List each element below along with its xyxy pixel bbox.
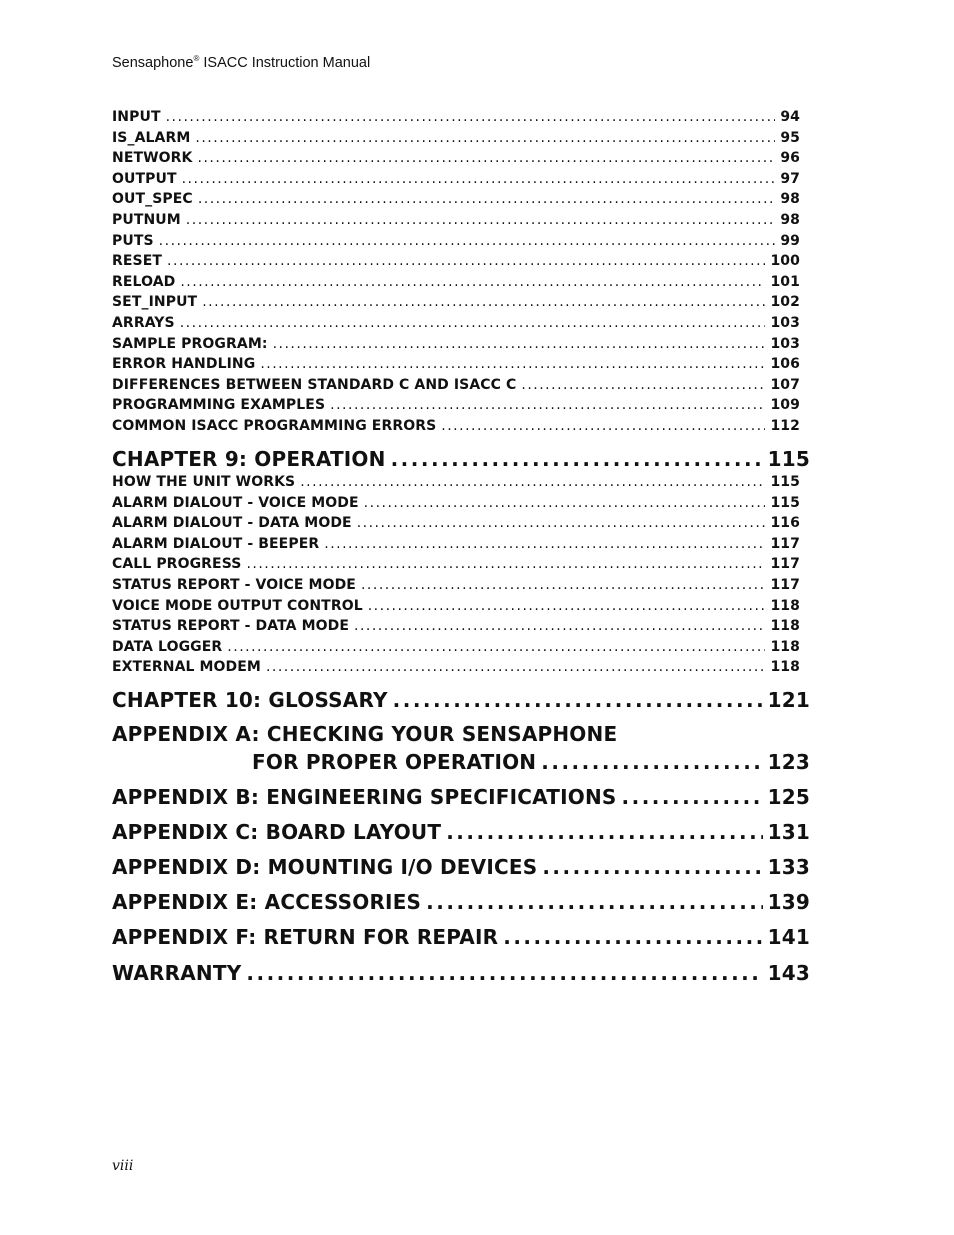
toc-entry-title: OUT_SPEC xyxy=(112,191,193,208)
toc-entry-title: ALARM DIALOUT - VOICE MODE xyxy=(112,494,359,511)
toc-entry-page: 98 xyxy=(780,191,800,208)
registered-mark: ® xyxy=(193,54,200,64)
toc-entry xyxy=(112,171,800,191)
toc-entry-title: APPENDIX C: BOARD LAYOUT xyxy=(112,820,442,845)
toc-entry-title: APPENDIX D: MOUNTING I/O DEVICES xyxy=(112,855,538,880)
dot-leader xyxy=(260,356,765,372)
toc-entry-page: 118 xyxy=(770,638,800,655)
dot-leader xyxy=(300,474,765,490)
toc-entry-title: EXTERNAL MODEM xyxy=(112,659,261,676)
dot-leader xyxy=(426,890,762,914)
dot-leader xyxy=(266,659,766,675)
dot-leader xyxy=(441,418,765,434)
toc-entry-title: PUTS xyxy=(112,232,154,249)
page-number: viii xyxy=(112,1158,134,1174)
toc-entry-page: 109 xyxy=(770,397,800,414)
toc-entry-title: STATUS REPORT - DATA MODE xyxy=(112,618,349,635)
toc-entry-title: VOICE MODE OUTPUT CONTROL xyxy=(112,597,363,614)
toc-entry xyxy=(112,356,800,376)
toc-entry-page: 118 xyxy=(770,659,800,676)
toc-entry-page: 141 xyxy=(767,925,810,950)
toc-chapter-9 xyxy=(112,447,810,475)
dot-leader xyxy=(521,377,765,393)
dot-leader xyxy=(198,191,776,207)
toc-entry-page: 96 xyxy=(780,150,800,167)
toc-entry-page: 99 xyxy=(780,232,800,249)
toc-appendix-a-line2 xyxy=(252,750,810,778)
toc-entry xyxy=(112,418,800,438)
toc-entry-page: 106 xyxy=(770,356,800,373)
toc-entry-page: 112 xyxy=(770,418,800,434)
toc-entry-title: OUTPUT xyxy=(112,170,177,187)
toc-entry-page: 125 xyxy=(767,785,810,809)
toc-entry-page: 116 xyxy=(770,515,800,532)
dot-leader xyxy=(368,598,766,614)
toc-entry-page: 115 xyxy=(770,474,800,490)
toc-entry xyxy=(112,556,800,576)
toc-entry-page: 117 xyxy=(770,577,800,593)
dot-leader xyxy=(364,495,766,511)
toc-entry-page: 115 xyxy=(767,447,810,471)
toc-entry-title: CALL PROGRESS xyxy=(112,556,242,573)
dot-leader xyxy=(202,294,765,310)
toc-entry-title: FOR PROPER OPERATION xyxy=(252,750,537,774)
toc-entry-page: 94 xyxy=(780,109,800,125)
toc-entry xyxy=(112,212,800,232)
toc-entry-page: 98 xyxy=(780,212,800,228)
toc-appendix-a-line1: APPENDIX A: CHECKING YOUR SENSAPHONE xyxy=(112,722,618,746)
toc-entry-page: 117 xyxy=(770,535,800,552)
toc-entry-title: COMMON ISACC PROGRAMMING ERRORS xyxy=(112,418,437,434)
toc-entry-title: DIFFERENCES BETWEEN STANDARD C AND ISACC C xyxy=(112,376,517,393)
toc-entry-page: 107 xyxy=(770,376,800,393)
toc-entry-title: STATUS REPORT - VOICE MODE xyxy=(112,577,356,593)
toc-entry xyxy=(112,109,800,129)
toc-appendix-entry xyxy=(112,961,810,989)
toc-entry-page: 115 xyxy=(770,494,800,511)
toc-appendix-entry xyxy=(112,785,810,813)
toc-entry-page: 143 xyxy=(767,960,810,985)
toc-entry xyxy=(112,659,800,679)
dot-leader xyxy=(182,171,776,187)
dot-leader xyxy=(198,150,776,166)
toc-entry-title: ALARM DIALOUT - DATA MODE xyxy=(112,515,352,532)
dot-leader xyxy=(503,925,762,949)
toc-entry xyxy=(112,377,800,397)
toc-entry-page: 123 xyxy=(767,750,810,774)
toc-entry-title: APPENDIX B: ENGINEERING SPECIFICATIONS xyxy=(112,785,617,809)
toc-entry xyxy=(112,495,800,515)
toc-entry-page: 121 xyxy=(767,688,810,712)
toc-entry-title: NETWORK xyxy=(112,150,193,167)
dot-leader xyxy=(622,785,763,809)
toc-entry-title: CHAPTER 9: OPERATION xyxy=(112,447,386,471)
dot-leader xyxy=(393,688,763,712)
dot-leader xyxy=(273,336,766,352)
toc-entry-page: 103 xyxy=(770,315,800,331)
toc-entry-title: CHAPTER 10: GLOSSARY xyxy=(112,688,388,712)
toc-entry xyxy=(112,397,800,417)
toc-appendix-entry xyxy=(112,925,810,953)
toc-entry-page: 103 xyxy=(770,335,800,352)
dot-leader xyxy=(324,536,765,552)
toc-entry-title: WARRANTY xyxy=(112,960,242,985)
dot-leader xyxy=(167,253,765,269)
dot-leader xyxy=(246,961,762,985)
dot-leader xyxy=(227,639,765,655)
toc-entry xyxy=(112,294,800,314)
toc-entry-title: SET_INPUT xyxy=(112,294,198,311)
dot-leader xyxy=(186,212,776,228)
toc-entry-title: IS_ALARM xyxy=(112,129,191,146)
dot-leader xyxy=(354,618,765,634)
toc-entry-title: SAMPLE PROGRAM: xyxy=(112,335,268,352)
toc-entry-page: 139 xyxy=(767,890,810,915)
toc-entry-title: PROGRAMMING EXAMPLES xyxy=(112,397,326,414)
dot-leader xyxy=(195,130,775,146)
toc-entry xyxy=(112,474,800,494)
dot-leader xyxy=(159,233,776,249)
toc-entry-page: 95 xyxy=(780,129,800,146)
toc-entry xyxy=(112,639,800,659)
toc-entry-page: 118 xyxy=(770,618,800,635)
toc-entry-title: ARRAYS xyxy=(112,315,175,331)
toc-appendix-entry xyxy=(112,855,810,883)
toc-entry xyxy=(112,150,800,170)
toc-entry xyxy=(112,618,800,638)
toc-entry-title: DATA LOGGER xyxy=(112,638,223,655)
dot-leader xyxy=(542,855,762,879)
toc-entry xyxy=(112,515,800,535)
toc-entry xyxy=(112,315,800,335)
dot-leader xyxy=(180,274,765,290)
toc-entry-page: 133 xyxy=(767,855,810,880)
dot-leader xyxy=(391,447,763,471)
toc-entry-page: 97 xyxy=(780,170,800,187)
running-header xyxy=(112,55,370,71)
dot-leader xyxy=(446,820,762,844)
toc-appendix-entry xyxy=(112,890,810,918)
header-title-prefix: Sensaphone xyxy=(112,55,194,71)
dot-leader xyxy=(541,750,762,774)
dot-leader xyxy=(361,577,766,593)
toc-entry-title: HOW THE UNIT WORKS xyxy=(112,474,296,490)
toc-entry-title: INPUT xyxy=(112,109,161,125)
toc-entry-page: 100 xyxy=(770,253,800,270)
toc-entry-page: 117 xyxy=(770,556,800,573)
toc-chapter-10 xyxy=(112,688,810,716)
dot-leader xyxy=(166,109,776,125)
dot-leader xyxy=(180,315,766,331)
toc-entry-page: 102 xyxy=(770,294,800,311)
toc-entry-title: PUTNUM xyxy=(112,212,181,228)
toc-entry-title: RESET xyxy=(112,253,163,270)
toc-entry xyxy=(112,336,800,356)
toc-entry xyxy=(112,233,800,253)
toc-appendix-entry xyxy=(112,820,810,848)
toc-entry xyxy=(112,274,800,294)
toc-entry-page: 118 xyxy=(770,597,800,614)
toc-entry xyxy=(112,191,800,211)
toc-entry-title: APPENDIX F: RETURN FOR REPAIR xyxy=(112,925,499,950)
toc-entry xyxy=(112,130,800,150)
toc-entry xyxy=(112,253,800,273)
toc-entry-title: APPENDIX E: ACCESSORIES xyxy=(112,890,422,915)
toc-entry-title: ERROR HANDLING xyxy=(112,356,256,373)
header-title-suffix: ISACC Instruction Manual xyxy=(199,55,371,71)
dot-leader xyxy=(246,556,765,572)
toc-entry-title: RELOAD xyxy=(112,273,176,290)
toc-entry-page: 101 xyxy=(770,273,800,290)
dot-leader xyxy=(357,515,766,531)
dot-leader xyxy=(330,397,765,413)
toc-entry-title: ALARM DIALOUT - BEEPER xyxy=(112,535,320,552)
toc-entry xyxy=(112,577,800,597)
toc-entry xyxy=(112,598,800,618)
toc-entry-page: 131 xyxy=(767,820,810,845)
toc-entry xyxy=(112,536,800,556)
